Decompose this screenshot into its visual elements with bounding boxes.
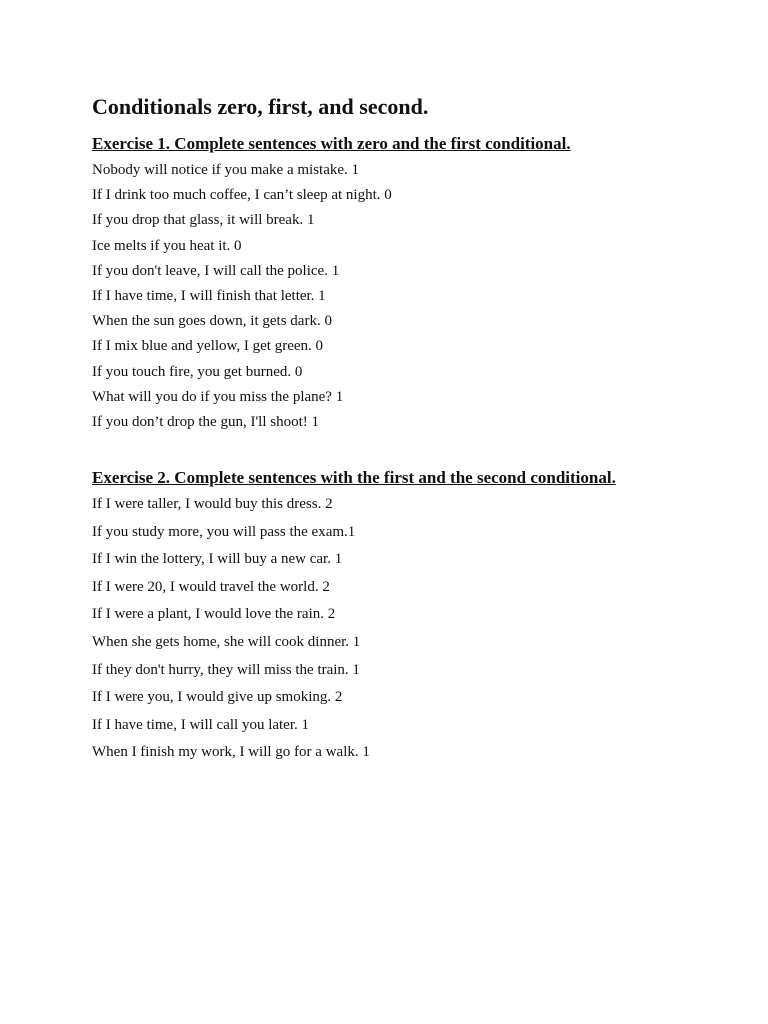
exercise-1-item: If I mix blue and yellow, I get green. 0 (92, 338, 324, 355)
exercise-1-item: If you drop that glass, it will break. 1 (92, 212, 315, 229)
exercise-1-item: When the sun goes down, it gets dark. 0 (92, 313, 332, 330)
exercise-2-item: When I finish my work, I will go for a walk. 1 (92, 744, 370, 761)
exercise-2-item: If I were you, I would give up smoking. 2 (92, 689, 343, 706)
exercise-2-item: If I were a plant, I would love the rain. 2 (92, 606, 336, 623)
exercise-2-list (92, 494, 370, 770)
exercise-2-item: If they don't hurry, they will miss the train. 1 (92, 661, 360, 678)
exercise-1-item: Ice melts if you heat it. 0 (92, 237, 242, 254)
exercise-1-item: What will you do if you miss the plane? 1 (92, 388, 344, 405)
exercise-2-item: If you study more, you will pass the exam.1 (92, 523, 356, 540)
exercise-1-list (92, 160, 392, 437)
exercise-2-item: If I have time, I will call you later. 1 (92, 716, 310, 733)
exercise-2-item: If I were taller, I would buy this dress. 2 (92, 496, 333, 512)
exercise-1-item: Nobody will notice if you make a mistake. 1 (92, 162, 360, 178)
exercise-1-item: If you don't leave, I will call the police. 1 (92, 262, 340, 279)
exercise-2-item: If I were 20, I would travel the world. 2 (92, 578, 330, 595)
exercise-1-item: If you touch fire, you get burned. 0 (92, 363, 303, 380)
exercise-1-heading: Exercise 1. Complete sentences with zero and the first conditional. (92, 134, 571, 153)
exercise-2-heading: Exercise 2. Complete sentences with the first and the second conditional. (92, 468, 616, 487)
exercise-2-item: If I win the lottery, I will buy a new car. 1 (92, 551, 343, 568)
exercise-1-item: If I have time, I will finish that letter. 1 (92, 287, 326, 304)
exercise-2-item: When she gets home, she will cook dinner. 1 (92, 633, 361, 650)
exercise-1-item: If you don’t drop the gun, I'll shoot! 1 (92, 413, 319, 430)
exercise-1-item: If I drink too much coffee, I can’t sleep at night. 0 (92, 187, 392, 204)
document-title: Conditionals zero, first, and second. (92, 94, 429, 119)
